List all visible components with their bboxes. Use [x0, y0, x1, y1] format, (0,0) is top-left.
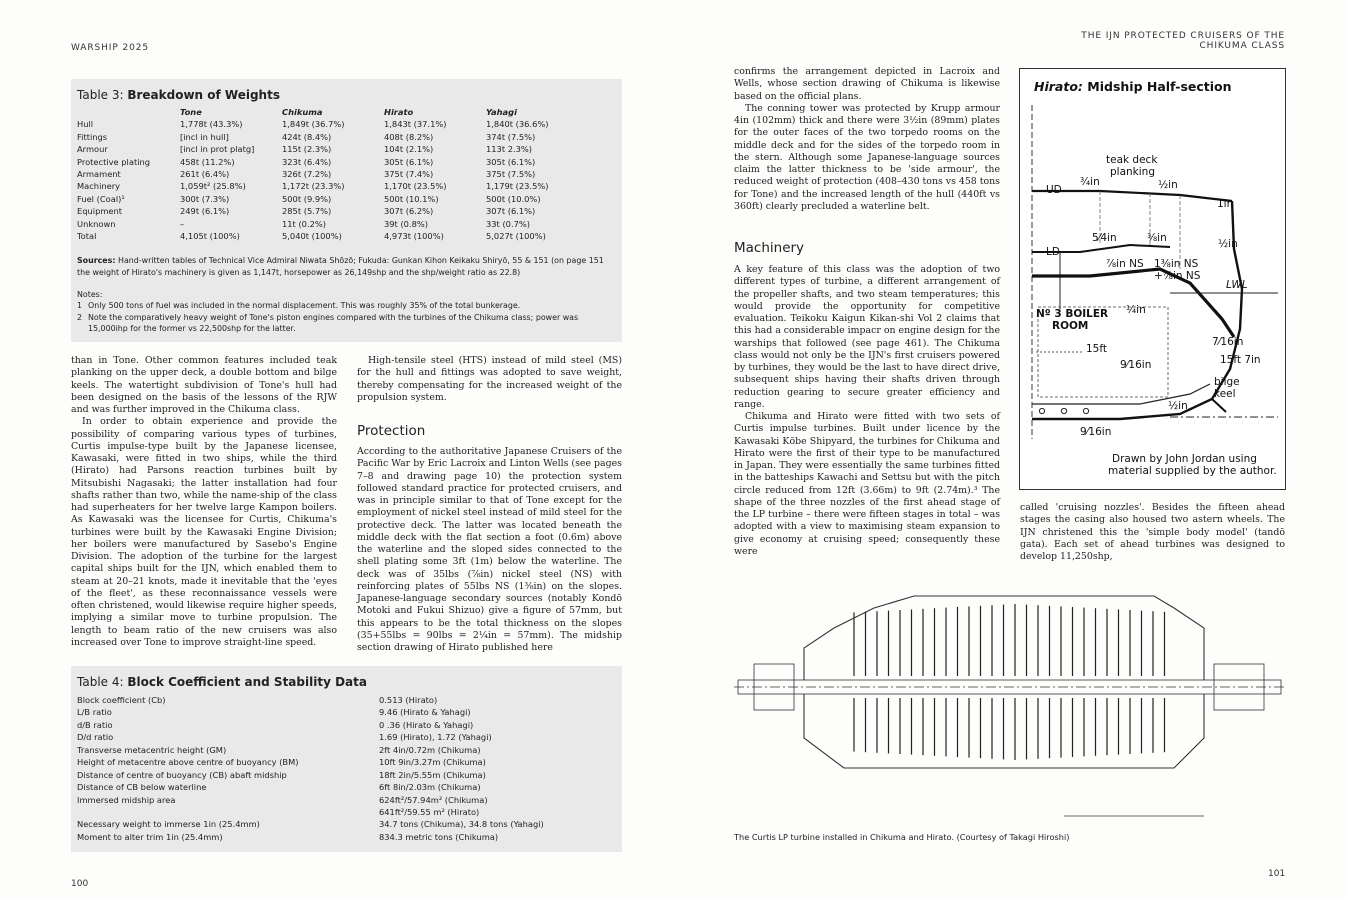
table3-cell: 500t (10.0%): [486, 193, 541, 204]
table4-value: 2ft 4in/0.72m (Chikuma): [379, 744, 481, 755]
table3-notes: [77, 300, 607, 335]
body-paragraph: In order to obtain experience and provide the possibility of comparing various types of turbines, Curtis impulse-type built by the Japanese licensee, Kawasaki, were fitted in two ships, while the third (Hirato) had Parsons reaction turbines built by Mitsubishi Nagasaki; the latter installation had four shafts rather than two, while the name-ship of the class had superheaters for her twelve large Kampon boilers. As Kawasaki was the licensee for Curtis, Chikuma's turbines were built by the Kawasaki Engine Division; her boilers were manufactured by Sasebo's Engine Division. The adoption of the turbine for the largest capital ships built for the IJN, which enabled them to steam at 20–21 knots, made it inevitable that the 'eyes of the fleet', as these reconnaissance vessels were often christened, would likewise require higher speeds, implying a similar move to turbine propulsion. The length to beam ratio of the new cruisers was also increased over Tone to improve straight-line speed.: [71, 416, 337, 648]
table4-value: 641ft²/59.55 m² (Hirato): [379, 806, 480, 817]
table3-cell: 4,973t (100%): [384, 230, 444, 241]
hole-3: [1083, 408, 1088, 413]
table4-value: 18ft 2in/5.55m (Chikuma): [379, 769, 486, 780]
table3-caption-title: Breakdown of Weights: [127, 88, 280, 102]
label-9-16in-b: 9⁄16in: [1080, 426, 1112, 438]
table4-label: d/B ratio: [77, 719, 113, 730]
table3-cell: 104t (2.1%): [384, 144, 434, 155]
table3-cell: 1,172t (23.3%): [282, 181, 345, 192]
sources-text: Hand-written tables of Technical Vice Admiral Niwata Shōzō; Fukuda: Gunkan Kihon Keikaku Shiryō, 55 & 151 (on page 151 the weight of Hirato's machinery is given as 1,147t, horsepower as 26,149shp and the shp/weight ratio as 22.8): [77, 256, 604, 277]
table3-cell: 307t (6.1%): [486, 206, 536, 217]
table3-column-header: Hirato: [384, 107, 414, 117]
table3-caption-prefix: Table 3:: [77, 88, 128, 102]
label-plus-7-8in-ns: +⅞in NS: [1154, 270, 1201, 282]
table3-header-row: [77, 106, 586, 118]
table3-cell: 300t (7.3%): [180, 193, 230, 204]
figure-title: [1034, 79, 1232, 94]
label-teak: teak deck: [1106, 154, 1158, 166]
label-3-8in: ⅜in: [1147, 232, 1167, 244]
table3-cell: 500t (10.1%): [384, 193, 439, 204]
table4-caption-title: Block Coefficient and Stability Data: [127, 675, 367, 689]
table4-value: 6ft 8in/2.03m (Chikuma): [379, 782, 481, 793]
table3-cell: 307t (6.2%): [384, 206, 434, 217]
table3-cell: 305t (6.1%): [486, 156, 536, 167]
table3-note: [77, 300, 607, 312]
table3-cell: Equipment: [77, 206, 123, 217]
table4-label: D/d ratio: [77, 732, 114, 743]
right-column-1: [734, 66, 1000, 213]
table3-column-header: [77, 106, 180, 118]
label-9-16in-a: 9⁄16in: [1120, 359, 1152, 371]
table3-cell: 500t (9.9%): [282, 193, 332, 204]
table4-value: 9.46 (Hirato & Yahagi): [379, 707, 471, 718]
table3-cell: 261t (6.4%): [180, 168, 230, 179]
table3-cell: 5,040t (100%): [282, 230, 342, 241]
table3-cell: Hull: [77, 119, 94, 130]
table3-cell: 1,778t (43.3%): [180, 119, 243, 130]
table4-label: Necessary weight to immerse 1in (25.4mm): [77, 819, 260, 830]
table3-column-header: Chikuma: [282, 107, 323, 117]
table4-box: [71, 666, 622, 852]
table3-cell: –: [180, 218, 185, 229]
table4-caption-prefix: Table 4:: [77, 675, 128, 689]
page-number-left: 100: [71, 879, 89, 889]
table3-column-header: Yahagi: [486, 107, 517, 117]
table4-row: [77, 731, 599, 743]
table3-row: [77, 168, 586, 180]
label-1-2in-c: ½in: [1168, 400, 1188, 412]
note-number: 2: [77, 312, 83, 322]
label-1-4in: ¼in: [1126, 304, 1146, 316]
protection-heading: Protection: [357, 423, 426, 439]
table4-row: [77, 694, 599, 706]
body-paragraph: A key feature of this class was the adoption of two different types of turbine, a different arrangement of the propeller shafts, and two steam temperatures; this would provide the opportunity for competitive evaluation. Teikoku Kaigun Kikan-shi Vol 2 claims that this had a considerable impacr on engine design for the warships that followed (see page 461). The Chikuma class would not only be the IJN's first cruisers powered by turbines, they would be the last to have direct drive, subsequent ships having their shafts driven through reduction gearing to secure greater efficiency and range.: [734, 264, 1000, 410]
body-paragraph: confirms the arrangement depicted in Lacroix and Wells, whose section drawing of Chikuma is likewise based on the official plans.: [734, 66, 1000, 102]
table4-value: 0.513 (Hirato): [379, 695, 438, 705]
table3-cell: 115t (2.3%): [282, 144, 332, 155]
label-5-4in: 5⁄4in: [1092, 232, 1117, 244]
table3-cell: 1,843t (37.1%): [384, 119, 447, 130]
label-lwl: LWL: [1226, 279, 1248, 291]
table3-cell: Fuel (Coal)¹: [77, 193, 125, 204]
table4-label: Transverse metacentric height (GM): [77, 744, 227, 755]
table4-row: [77, 781, 599, 793]
table4-row: [77, 744, 599, 756]
table3-row: [77, 156, 586, 168]
table3-note: [77, 312, 607, 335]
protection-text: According to the authoritative Japanese Cruisers of the Pacific War by Eric Lacroix and Linton Wells (see pages 7–8 and drawing page 10) the protection system followed standard practice for protected cruisers, and was in principle similar to that of Tone except for the employment of nickel steel instead of mild steel for the protective deck. The latter was located beneath the middle deck with the flat section a foot (0.6m) above the waterline and the sloped sides connected to the shell plating some 3ft (1m) below the waterline. The deck was of 35lbs (⅞in) nickel steel (NS) with reinforcing plates of 55lbs NS (1⅜in) on the slopes. Japanese-language secondary sources (notably Kondō Motoki and Fukui Shizuo) give a figure of 57mm, but this appears to be the total thickness on the slopes (35+55lbs = 90lbs = 2¼in = 57mm). The midship section drawing of Hirato published here: [357, 446, 622, 653]
table4-caption: [77, 675, 367, 689]
table3-cell: [incl in hull]: [180, 131, 229, 142]
table3-sources: [77, 255, 617, 278]
table4-value: 34.7 tons (Chikuma), 34.8 tons (Yahagi): [379, 819, 544, 830]
left-column-2: [357, 355, 622, 404]
body-paragraph: than in Tone. Other common features included teak planking on the upper deck, a double bottom and bilge keels. The watertight subdivision of Tone's hull had been designed on the basis of the lessons of the RJW and was further improved in the Chikuma class.: [71, 355, 337, 415]
turbine-blades: [854, 604, 1165, 760]
running-head-right: THE IJN PROTECTED CRUISERS OF THE CHIKUMA CLASS: [1081, 31, 1285, 51]
right-column-2: [1020, 502, 1285, 563]
label-1in: 1in: [1217, 198, 1234, 210]
midship-section-drawing: [1020, 69, 1285, 489]
table3-cell: 305t (6.1%): [384, 156, 434, 167]
table3-cell: 424t (8.4%): [282, 131, 332, 142]
table3-cell: 1,840t (36.6%): [486, 119, 549, 130]
table4-value: 1.69 (Hirato), 1.72 (Yahagi): [379, 732, 492, 743]
label-bilge: bilge: [1214, 376, 1240, 388]
table3-row: [77, 205, 586, 217]
table3-cell: 33t (0.7%): [486, 218, 531, 229]
table4-label: [77, 806, 379, 818]
table4-label: Distance of centre of buoyancy (CB) abaft midship: [77, 769, 287, 780]
note-text: Only 500 tons of fuel was included in the normal displacement. This was roughly 35% of the total bunkerage.: [88, 301, 521, 310]
table3-cell: Machinery: [77, 181, 121, 192]
sources-label: Sources:: [77, 256, 116, 265]
hole-2: [1061, 408, 1066, 413]
note-text: Note the comparatively heavy weight of Tone's piston engines compared with the turbines of the Chikuma class; power was 15,000ihp for the former vs 22,500shp for the latter.: [88, 312, 579, 334]
table3-cell: 375t (7.5%): [486, 168, 536, 179]
label-boiler-room-2: ROOM: [1052, 320, 1089, 332]
table3-cell: 408t (8.2%): [384, 131, 434, 142]
table3-cell: 375t (7.4%): [384, 168, 434, 179]
label-keel: keel: [1214, 388, 1236, 400]
note-number: 1: [77, 301, 83, 310]
figure-credit-line-2: material supplied by the author.: [1108, 465, 1277, 477]
table4-label: Immersed midship area: [77, 794, 176, 805]
table3-cell: Total: [77, 230, 97, 241]
table3-cell: 285t (5.7%): [282, 206, 332, 217]
table4-grid: [77, 694, 599, 843]
table3-cell: 4,105t (100%): [180, 230, 240, 241]
machinery-text: [734, 264, 1000, 558]
table4-value: 10ft 9in/3.27m (Chikuma): [379, 757, 486, 768]
body-paragraph: The conning tower was protected by Krupp armour 4in (102mm) thick and there were 3½in (89mm) plates for the outer faces of the two torpedo rooms on the middle deck and for the sides of the torpedo room in the stern. Although some Japanese-language sources claim the latter thickness to be 'side armour', the reduced weight of protection (408–430 tons vs 458 tons for Tone) and the increased length of the hull (440ft vs 360ft) clearly precluded a waterline belt.: [734, 102, 1000, 212]
label-3-4in: ¾in: [1080, 176, 1100, 188]
table4-label: Height of metacentre above centre of buoyancy (BM): [77, 757, 299, 768]
table3-cell: 113t 2.3%): [486, 144, 533, 155]
table3-cell: 1,849t (36.7%): [282, 119, 345, 130]
table3-cell: Protective plating: [77, 156, 151, 167]
protection-paragraph: [357, 446, 622, 654]
hole-1: [1039, 408, 1044, 413]
upper-deck-line: [1032, 191, 1232, 201]
table3-cell: 39t (0.8%): [384, 218, 429, 229]
body-paragraph: High-tensile steel (HTS) instead of mild steel (MS) for the hull and fittings was adopted to save weight, thereby compensating for the increased weight of the propulsion system.: [357, 355, 622, 403]
page-number-right: 101: [1268, 869, 1286, 879]
table3-row: [77, 180, 586, 192]
table4-row: [77, 706, 599, 718]
table3-row: [77, 131, 586, 143]
table3-cell: Armour: [77, 144, 108, 155]
table3-cell: 1,059t² (25.8%): [180, 181, 246, 192]
label-15ft: 15ft: [1086, 343, 1107, 355]
table4-value: 0 .36 (Hirato & Yahagi): [379, 719, 474, 730]
table4-row: [77, 806, 599, 818]
table3-notes-label: Notes:: [77, 290, 103, 299]
left-column-1: [71, 355, 337, 649]
label-7-8in-ns: ⅞in NS: [1106, 258, 1144, 270]
table3-cell: 374t (7.5%): [486, 131, 536, 142]
machinery-heading: Machinery: [734, 240, 805, 256]
table3-cell: 1,179t (23.5%): [486, 181, 549, 192]
table3-grid: [77, 106, 586, 242]
label-1-3-8in-ns: 1⅜in NS: [1154, 258, 1199, 270]
turbine-drawing: [734, 568, 1285, 826]
table3-row: [77, 143, 586, 155]
table3-cell: Unknown: [77, 218, 116, 229]
table4-row: [77, 794, 599, 806]
bilge-keel: [1212, 399, 1226, 412]
table3-column-header: Tone: [180, 107, 202, 117]
table3-cell: 458t (11.2%): [180, 156, 235, 167]
table4-row: [77, 769, 599, 781]
label-7-16in: 7⁄16in: [1212, 336, 1244, 348]
label-15ft-7in: 15ft 7in: [1220, 354, 1261, 366]
figure-title-rest: Midship Half-section: [1082, 79, 1232, 94]
label-1-2in-a: ½in: [1158, 179, 1178, 191]
table4-label: Moment to alter trim 1in (25.4mm): [77, 831, 223, 842]
table3-box: [71, 79, 622, 342]
running-head-left: WARSHIP 2025: [71, 43, 149, 53]
table3-cell: [incl in prot platg]: [180, 144, 255, 155]
table3-cell: 5,027t (100%): [486, 230, 546, 241]
right-column-2-text: called 'cruising nozzles'. Besides the fifteen ahead stages the casing also housed two astern wheels. The IJN christened this the 'simple body model' (tandō gata). Each set of ahead turbines was designed to develop 11,250shp,: [1020, 502, 1285, 562]
table3-row: [77, 218, 586, 230]
table4-label: Distance of CB below waterline: [77, 782, 207, 793]
label-boiler-room-1: Nº 3 BOILER: [1036, 308, 1109, 320]
table4-row: [77, 831, 599, 843]
table4-value: 624ft²/57.94m² (Chikuma): [379, 794, 488, 805]
figure-title-italic: Hirato:: [1034, 79, 1083, 94]
label-1-2in-b: ½in: [1218, 238, 1238, 250]
floor-holes: [1039, 408, 1088, 413]
label-planking: planking: [1110, 166, 1155, 178]
table3-cell: 11t (0.2%): [282, 218, 327, 229]
table4-value: 834.3 metric tons (Chikuma): [379, 831, 499, 842]
table4-row: [77, 719, 599, 731]
table3-cell: 323t (6.4%): [282, 156, 332, 167]
table3-caption: [77, 88, 280, 102]
table3-row: [77, 230, 586, 242]
figure-credit-line-1: Drawn by John Jordan using: [1112, 453, 1257, 465]
table4-label: Block coefficient (Cb): [77, 695, 166, 705]
body-paragraph: Chikuma and Hirato were fitted with two sets of Curtis impulse turbines. Built under licence by the Kawasaki Kōbe Shipyard, the turbines for Chikuma and Hirato were the first of their type to be manufactured in Japan. They were essentially the same turbines fitted in the batteships Kawachi and Settsu but with the pitch circle reduced from 12ft (3.66m) to 9ft (2.74m).³ The shape of the three nozzles of the first ahead stage of the LP turbine – there were fifteen stages in total – was adopted with a view to maximising steam expansion to give economy at cruising speed; consequently these were: [734, 411, 1000, 557]
table3-cell: Armament: [77, 168, 121, 179]
table3-cell: Fittings: [77, 131, 108, 142]
turbine-caption: The Curtis LP turbine installed in Chikuma and Hirato. (Courtesy of Takagi Hiroshi): [734, 832, 1070, 842]
midship-section-figure: [1019, 68, 1286, 490]
table3-row: [77, 193, 586, 205]
table4-label: L/B ratio: [77, 707, 112, 718]
table3-cell: 1,170t (23.5%): [384, 181, 447, 192]
table4-row: [77, 756, 599, 768]
label-ud: UD: [1046, 184, 1062, 196]
table4-row: [77, 818, 599, 830]
table3-row: [77, 118, 586, 130]
table3-cell: 326t (7.2%): [282, 168, 332, 179]
turbine-figure: [734, 568, 1285, 826]
label-ld: LD: [1046, 246, 1060, 258]
table3-cell: 249t (6.1%): [180, 206, 230, 217]
